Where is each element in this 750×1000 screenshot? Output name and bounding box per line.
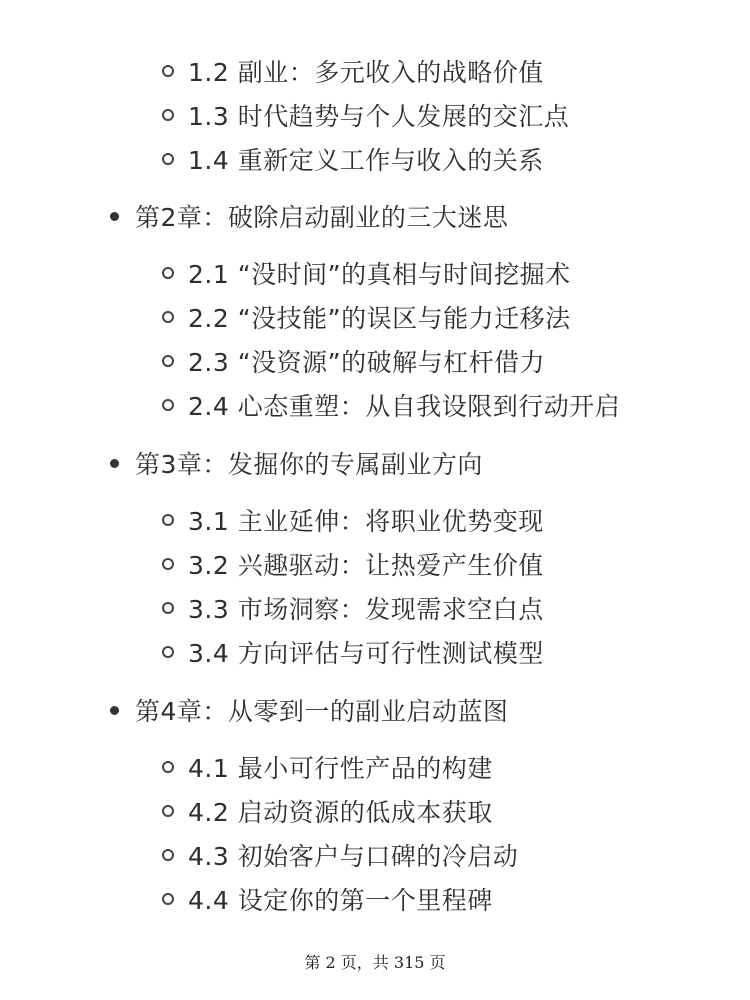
toc-section-label: 4.3 初始客户与口碑的冷启动 bbox=[188, 842, 519, 871]
hollow-bullet-icon bbox=[162, 514, 174, 526]
filled-bullet-icon bbox=[110, 706, 119, 715]
hollow-bullet-icon bbox=[162, 109, 174, 121]
hollow-bullet-icon bbox=[162, 153, 174, 165]
toc-section-3-1[interactable] bbox=[0, 500, 544, 540]
filled-bullet-icon bbox=[110, 212, 119, 221]
toc-section-label: 4.1 最小可行性产品的构建 bbox=[188, 754, 493, 783]
toc-chapter-title: 第4章：从零到一的副业启动蓝图 bbox=[135, 697, 509, 726]
hollow-bullet-icon bbox=[162, 893, 174, 905]
hollow-bullet-icon bbox=[162, 267, 174, 279]
toc-section-label: 1.4 重新定义工作与收入的关系 bbox=[188, 146, 544, 175]
toc-section-1-4[interactable] bbox=[0, 139, 544, 179]
hollow-bullet-icon bbox=[162, 355, 174, 367]
toc-section-label: 2.2 “没技能”的误区与能力迁移法 bbox=[188, 304, 571, 333]
toc-chapter-title: 第3章：发掘你的专属副业方向 bbox=[135, 450, 483, 479]
hollow-bullet-icon bbox=[162, 805, 174, 817]
toc-section-label: 2.3 “没资源”的破解与杠杆借力 bbox=[188, 348, 546, 377]
toc-section-1-3[interactable] bbox=[0, 95, 569, 135]
toc-section-label: 3.1 主业延伸：将职业优势变现 bbox=[188, 507, 544, 536]
toc-section-2-2[interactable] bbox=[0, 297, 571, 337]
toc-section-label: 1.3 时代趋势与个人发展的交汇点 bbox=[188, 102, 570, 131]
toc-section-4-2[interactable] bbox=[0, 791, 493, 831]
toc-chapter-3[interactable] bbox=[0, 443, 483, 483]
toc-section-label: 3.3 市场洞察：发现需求空白点 bbox=[188, 595, 544, 624]
hollow-bullet-icon bbox=[162, 849, 174, 861]
filled-bullet-icon bbox=[110, 459, 119, 468]
toc-section-label: 4.4 设定你的第一个里程碑 bbox=[188, 886, 493, 915]
toc-chapter-2[interactable] bbox=[0, 196, 508, 236]
hollow-bullet-icon bbox=[162, 399, 174, 411]
toc-chapter-title: 第2章：破除启动副业的三大迷思 bbox=[135, 203, 509, 232]
hollow-bullet-icon bbox=[162, 646, 174, 658]
hollow-bullet-icon bbox=[162, 65, 174, 77]
hollow-bullet-icon bbox=[162, 761, 174, 773]
toc-section-3-4[interactable] bbox=[0, 632, 544, 672]
toc-section-2-3[interactable] bbox=[0, 341, 545, 381]
toc-section-label: 1.2 副业：多元收入的战略价值 bbox=[188, 58, 544, 87]
toc-section-label: 4.2 启动资源的低成本获取 bbox=[188, 798, 493, 827]
toc-section-3-2[interactable] bbox=[0, 544, 544, 584]
toc-section-label: 3.2 兴趣驱动：让热爱产生价值 bbox=[188, 551, 544, 580]
toc-section-4-3[interactable] bbox=[0, 835, 518, 875]
toc-section-2-4[interactable] bbox=[0, 385, 620, 425]
toc-section-4-1[interactable] bbox=[0, 747, 493, 787]
toc-section-label: 2.1 “没时间”的真相与时间挖掘术 bbox=[188, 260, 571, 289]
toc-section-4-4[interactable] bbox=[0, 879, 493, 919]
hollow-bullet-icon bbox=[162, 558, 174, 570]
page-number-footer: 第 2 页，共 315 页 bbox=[304, 953, 446, 972]
toc-section-label: 3.4 方向评估与可行性测试模型 bbox=[188, 639, 544, 668]
toc-chapter-4[interactable] bbox=[0, 690, 508, 730]
toc-section-3-3[interactable] bbox=[0, 588, 544, 628]
toc-section-1-2[interactable] bbox=[0, 51, 544, 91]
toc-section-2-1[interactable] bbox=[0, 253, 571, 293]
hollow-bullet-icon bbox=[162, 311, 174, 323]
toc-section-label: 2.4 心态重塑：从自我设限到行动开启 bbox=[188, 392, 621, 421]
hollow-bullet-icon bbox=[162, 602, 174, 614]
